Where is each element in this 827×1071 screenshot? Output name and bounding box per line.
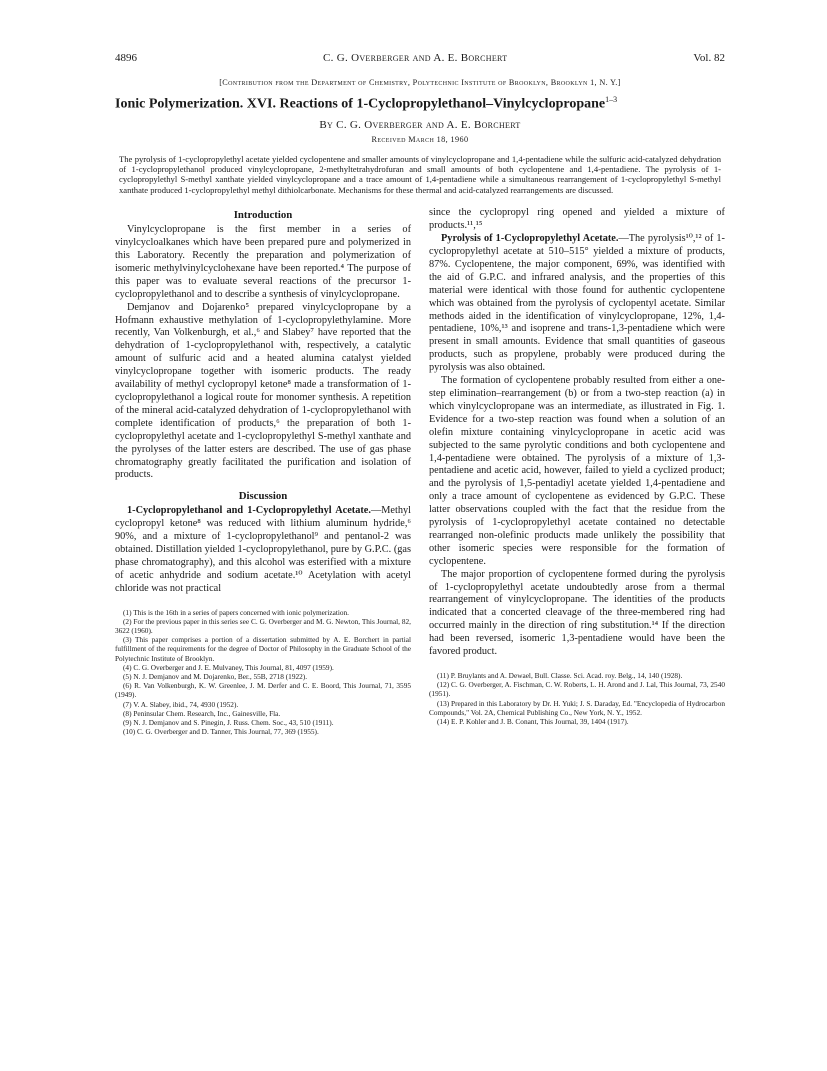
running-head-authors: C. G. Overberger and A. E. Borchert — [323, 52, 508, 64]
received-date: Received March 18, 1960 — [371, 134, 469, 144]
subsection-heading-acetate: 1-Cyclopropylethanol and 1-Cyclopropylethyl Acetate. — [127, 505, 371, 517]
footnote: (5) N. J. Demjanov and M. Dojarenko, Ber., 55B, 2718 (1922). — [123, 671, 308, 681]
discussion-heading: Discussion — [238, 490, 288, 503]
footnote: (7) V. A. Slabey, ibid., 74, 4930 (1952). — [123, 699, 239, 709]
footnote: (14) E. P. Kohler and J. B. Conant, This Journal, 39, 1404 (1917). — [437, 717, 629, 727]
right-column — [429, 207, 725, 736]
footnote: (13) Prepared in this Laboratory by Dr. H. Yuki; J. S. Daraday, Ed. "Encyclopedia of Hydrocarbon Compounds," Vol. 2A, Chemical Publishing Co., New York, N. Y., 1952. — [429, 698, 725, 717]
intro-paragraph-2: Demjanov and Dojarenko⁵ prepared vinylcyclopropane by a Hofmann exhaustive methylation of 1-cyclopropylethylamine. More recently, Van Volkenburgh, et al.,⁶ and Slabey⁷ have reported that the dehydration of 1-cyclopropylethanol with, respectively, a catalytic amount of sulfuric acid and a heated alumina catalyst yielded vinylcyclopropane together with isomeric products. The ready availability of methyl cyclopropyl ketone⁸ made a transformation of 1-cyclopropylethanol a logical route for monomer synthesis. A repetition of the mineral acid-catalyzed dehydration of 1-cyclopropylethanol with complete identification of products,⁶ the preparation of both 1-cyclopropylethyl acetate and 1-cyclopropylethyl S-methyl xanthate and the pyrolyses of the latter esters are described. The use of gas phase chromatography greatly facilitated the purification and isolation of products. — [115, 301, 411, 481]
footnote: (10) C. G. Overberger and D. Tanner, This Journal, 77, 369 (1955). — [123, 727, 319, 737]
introduction-heading: Introduction — [233, 209, 293, 222]
volume-number: Vol. 82 — [693, 52, 725, 64]
footnotes-right — [429, 671, 725, 726]
footnote: (4) C. G. Overberger and J. E. Mulvaney, This Journal, 81, 4097 (1959). — [123, 662, 334, 672]
article-title — [115, 95, 725, 113]
byline: By C. G. Overberger and A. E. Borchert — [319, 118, 521, 131]
page-number: 4896 — [115, 52, 137, 64]
discussion-paragraph-1 — [115, 505, 411, 595]
pyrolysis-text: —The pyrolysis¹⁰,¹² of 1-cyclopropylethyl acetate at 510–515° yielded a mixture of products, 87%. Cyclopentene, the major component, 69%, was identified with the aid of G.P.C. and infrared analysis, and the properties of this material were identical with those found for authentic cyclopentene which was obtained from the pyrolysis of cyclopentyl acetate. Similar methods aided in the identification of vinylcyclopropane, 12%, 1,4-pentadiene, 10%,¹³ and isoprene and trans-1,3-pentadiene which were present in small amounts. Evidence that small quantities of gaseous products, such as propylene, probably were produced during the pyrolysis was also obtained. — [429, 233, 725, 374]
footnote: (11) P. Bruylants and A. Dewael, Bull. Classe. Sci. Acad. roy. Belg., 14, 140 (1928). — [437, 671, 683, 680]
footnote: (6) R. Van Volkenburgh, K. W. Greenlee, J. M. Derfer and C. E. Boord, This Journal, 71, 3595 (1949). — [115, 681, 411, 700]
contribution-line: [Contribution from the Department of Chemistry, Polytechnic Institute of Brooklyn, Brooklyn 1, N. Y.] — [219, 78, 621, 87]
footnote: (9) N. J. Demjanov and S. Pinegin, J. Russ. Chem. Soc., 43, 510 (1911). — [123, 718, 334, 727]
abstract: The pyrolysis of 1-cyclopropylethyl acetate yielded cyclopentene and smaller amounts of vinylcyclopropane and 1,4-pentadiene while the sulfuric acid-catalyzed dehydration of 1-cyclopropylethanol produced vinylcyclopropane, 2-methyltetrahydrofuran and small amounts of both cyclopentene and 1,4-pentadiene. The pyrolysis of 1-cyclopropylethyl S-methyl xanthate yielded vinylcyclopropane and a trace amount of 1,4-pentadiene while a simultaneous rearrangement of 1-cyclopropylethyl S-methyl xanthate produced 1-cyclopropylethyl methyl dithiolcarbonate. Mechanisms for these thermal and acid-catalyzed rearrangements are discussed. — [119, 153, 721, 195]
title-text: Ionic Polymerization. XVI. Reactions of 1-Cyclopropylethanol–Vinylcyclopropane — [115, 96, 606, 112]
footnotes-left — [115, 608, 411, 737]
footnote: (3) This paper comprises a portion of a dissertation submitted by A. E. Borchert in partial fulfillment of the requirements for the degree of Doctor of Philosophy in the Graduate School of the Polytechnic Institute of Brooklyn. — [115, 635, 411, 663]
discussion-text-1: —Methyl cyclopropyl ketone⁸ was reduced with lithium aluminum hydride,⁶ 90%, and a mixture of 1-cyclopropylethanol⁹ and pentanol-2 was obtained. Distillation yielded 1-cyclopropylethanol, pure by G.P.C. (gas phase chromatography), and this alcohol was esterified with a mixture of acetic anhydride and sodium acetate.¹⁰ Acetylation with acetyl chloride was not practical — [115, 505, 411, 594]
footnote: (12) C. G. Overberger, A. Fischman, C. W. Roberts, L. H. Arond and J. Lal, This Journal, 73, 2540 (1951). — [429, 680, 725, 699]
intro-paragraph-1: Vinylcyclopropane is the first member in a series of vinylcycloalkanes which have been prepared pure and polymerized in this Laboratory. Recently the preparation and polymerization of isomeric methylvinylcyclohexane have been reported.⁴ The purpose of this paper was to evaluate several reactions of the precursor 1-cyclopropylethanol and to describe a synthesis of vinylcyclopropane. — [115, 224, 411, 300]
running-head — [115, 52, 725, 64]
footnote: (2) For the previous paper in this series see C. G. Overberger and M. G. Newton, This Journal, 82, 3622 (1960). — [115, 616, 411, 635]
title-reference: 1–3 — [605, 95, 618, 104]
journal-page — [115, 52, 725, 736]
right-paragraph-3: The formation of cyclopentene probably resulted from either a one-step elimination–rearrangement (b) or from a two-step reaction (a) in which vinylcyclopropane was an intermediate, as illustrated in Fig. 1. Evidence for a two-step reaction was found when a solution of an olefin mixture containing vinylcyclopropane in acetic acid was subjected to the same pyrolytic conditions and both cyclopentene and 1,4-pentadiene were obtained. The pyrolysis of a mixture of 1,3-pentadiene and acetic acid, however, failed to yield a cyclized product; and the pyrolysis of 1,5-pentadiyl acetate yielded 1,4-pentadiene and only a trace amount of cyclopentene as evidenced by G.P.C. These latter observations coupled with the fact that the residue from the pyrolysis of 1-cyclopropylethyl acetate contained no detectable rearranged non-olefinic products made unlikely the possibility that other isomeric species were responsible for the formation of cyclopentene. — [429, 375, 725, 567]
footnote: (1) This is the 16th in a series of papers concerned with ionic polymerization. — [123, 607, 350, 617]
subsection-heading-pyrolysis: Pyrolysis of 1-Cyclopropylethyl Acetate. — [441, 233, 619, 245]
right-paragraph-4: The major proportion of cyclopentene formed during the pyrolysis of 1-cyclopropylethyl acetate undoubtedly arose from a thermal rearrangement of vinylcyclopropane. The identities of the products indicated that a concerted cleavage of the three-membered ring had occurred mainly in the direction of ring substitution.¹⁴ If the direction had been reversed, isomeric 1,3-pentadiene would have been the favored product. — [429, 568, 725, 658]
left-column — [115, 207, 411, 736]
right-paragraph-1: since the cyclopropyl ring opened and yielded a mixture of products.¹¹,¹⁵ — [429, 207, 725, 232]
footnote: (8) Peninsular Chem. Research, Inc., Gainesville, Fla. — [123, 708, 281, 718]
body-columns — [115, 207, 725, 736]
pyrolysis-paragraph — [429, 233, 725, 375]
